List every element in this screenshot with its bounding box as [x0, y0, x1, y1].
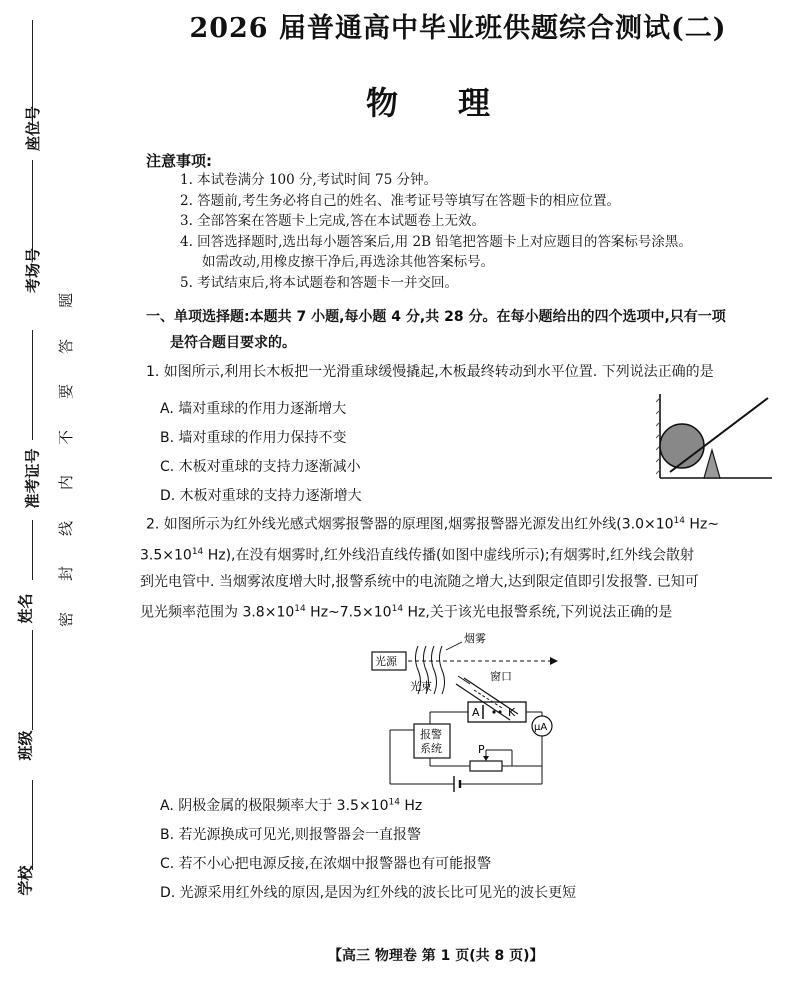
text-span: Hz~	[684, 516, 720, 533]
smoke-pointer	[446, 642, 462, 650]
fulcrum	[704, 450, 720, 478]
admission-number-label: 准考证号	[23, 448, 42, 509]
seal-char: 不	[57, 429, 76, 445]
question-2-option-c: C. 若不小心把电源反接,在浓烟中报警器也有可能报警	[160, 856, 492, 872]
text-span: Hz	[399, 798, 423, 814]
question-2-option-d: D. 光源采用红外线的原因,是因为红外线的波长比可见光的波长更短	[160, 885, 577, 901]
text-span: 3.5×10	[140, 547, 192, 564]
cathode-label: K	[508, 706, 516, 719]
text-span: 2. 如图所示为红外线光感式烟雾报警器的原理图,烟雾报警器光源发出红外线(3.0×10	[146, 516, 674, 533]
seat-number-field	[10, 105, 55, 152]
notice-item: 5. 考试结束后,将本试题卷和答题卡一并交回。	[180, 274, 458, 291]
section-heading	[146, 304, 786, 356]
slider-arrow	[483, 756, 489, 761]
exponent: 14	[673, 516, 685, 526]
electron-dot	[498, 710, 501, 713]
text-span: 见光频率范围为 3.8×10	[140, 604, 295, 621]
text-span: Hz),在没有烟雾时,红外线沿直线传播(如图中虚线所示);有烟雾时,红外线会散射	[203, 547, 695, 564]
seal-char: 答	[57, 338, 76, 354]
question-1-figure	[656, 392, 776, 484]
exponent: 14	[388, 797, 400, 808]
question-1-option-b: B. 墙对重球的作用力保持不变	[160, 430, 347, 446]
smoke-label: 烟雾	[464, 632, 486, 645]
notice-item: 3. 全部答案在答题卡上完成,答在本试题卷上无效。	[180, 213, 485, 229]
seal-char: 内	[57, 475, 76, 491]
electron-dot	[492, 710, 495, 713]
text-span: Hz~7.5×10	[305, 604, 392, 621]
seal-char: 要	[57, 384, 76, 400]
question-2-line	[146, 508, 790, 539]
question-2-stem	[140, 508, 790, 627]
text-span: A. 阴极金属的极限频率大于 3.5×10	[160, 798, 389, 814]
question-2-option-b: B. 若光源换成可见光,则报警器会一直报警	[160, 827, 421, 843]
question-2-line	[140, 596, 790, 627]
question-1-stem: 1. 如图所示,利用长木板把一光滑重球缓慢撬起,木板最终转动到水平位置. 下列说法正确的是	[146, 364, 714, 380]
rheostat	[470, 761, 502, 771]
ammeter-label: μA	[534, 722, 548, 733]
slider-label: P	[478, 743, 485, 756]
school-field	[10, 865, 40, 896]
admission-number-field	[2, 448, 62, 509]
beam-arrow	[550, 657, 558, 665]
notice-title: 注意事项:	[146, 152, 212, 170]
binding-line	[32, 630, 33, 730]
alarm-system-label: 系统	[420, 742, 442, 755]
binding-line	[32, 330, 33, 440]
question-2-figure	[370, 630, 560, 798]
seal-char: 封	[57, 566, 76, 582]
exam-title: 2026 届普通高中毕业班供题综合测试(二)	[189, 13, 727, 44]
question-2-option-a	[160, 795, 422, 815]
heavy-ball	[660, 424, 704, 468]
notice-item: 如需改动,用橡皮擦干净后,再选涂其他答案标号。	[202, 254, 495, 270]
binding-line	[32, 520, 33, 580]
seal-char: 密	[57, 611, 76, 627]
window-label: 窗口	[490, 670, 512, 683]
name-label: 姓名	[16, 593, 35, 624]
school-label: 学校	[16, 865, 35, 896]
name-field	[10, 593, 40, 624]
seat-number-label: 座位号	[24, 105, 43, 152]
exam-room-field	[10, 247, 55, 294]
text-span: Hz,关于该光电报警系统,下列说法正确的是	[403, 604, 673, 621]
exponent: 14	[191, 546, 204, 557]
notice-list	[180, 170, 790, 293]
section-heading-line: 一、单项选择题:本题共 7 小题,每小题 4 分,共 28 分。在每小题给出的四个选项中,只有一项	[146, 309, 726, 325]
subject-title: 物理	[365, 84, 550, 122]
class-label: 班级	[16, 730, 35, 761]
seal-char: 线	[57, 520, 76, 536]
exam-room-label: 考场号	[24, 247, 43, 294]
section-heading-line: 是符合题目要求的。	[170, 335, 296, 351]
seal-line-text	[54, 290, 78, 630]
exponent: 14	[391, 604, 404, 615]
light-source-label: 光源	[375, 655, 397, 668]
binding-line	[32, 160, 33, 260]
binding-line	[32, 780, 33, 870]
question-2-line	[140, 539, 790, 570]
anode-label: A	[472, 706, 480, 719]
notice-item: 2. 答题前,考生务必将自己的姓名、准考证号等填写在答题卡的相应位置。	[180, 192, 620, 209]
exponent: 14	[294, 604, 306, 615]
beam-label: 光束	[410, 680, 432, 693]
page-footer: 【高三 物理卷 第 1 页(共 8 页)】	[328, 948, 544, 964]
question-1-option-d: D. 木板对重球的支持力逐渐增大	[160, 488, 362, 504]
notice-item: 4. 回答选择题时,选出每小题答案后,用 2B 铅笔把答题卡上对应题目的答案标号涂黑。	[180, 233, 692, 250]
question-1-option-c: C. 木板对重球的支持力逐渐减小	[160, 459, 361, 475]
alarm-system-label: 报警	[420, 728, 442, 741]
question-2-line: 到光电管中. 当烟雾浓度增大时,报警系统中的电流随之增大,达到限定值即引发报警. 已知可	[140, 574, 699, 591]
question-1-option-a: A. 墙对重球的作用力逐渐增大	[160, 401, 347, 417]
class-field	[10, 730, 40, 761]
notice-item: 1. 本试卷满分 100 分,考试时间 75 分钟。	[180, 172, 438, 188]
seal-char: 题	[57, 292, 76, 309]
binding-strip	[0, 0, 100, 1002]
